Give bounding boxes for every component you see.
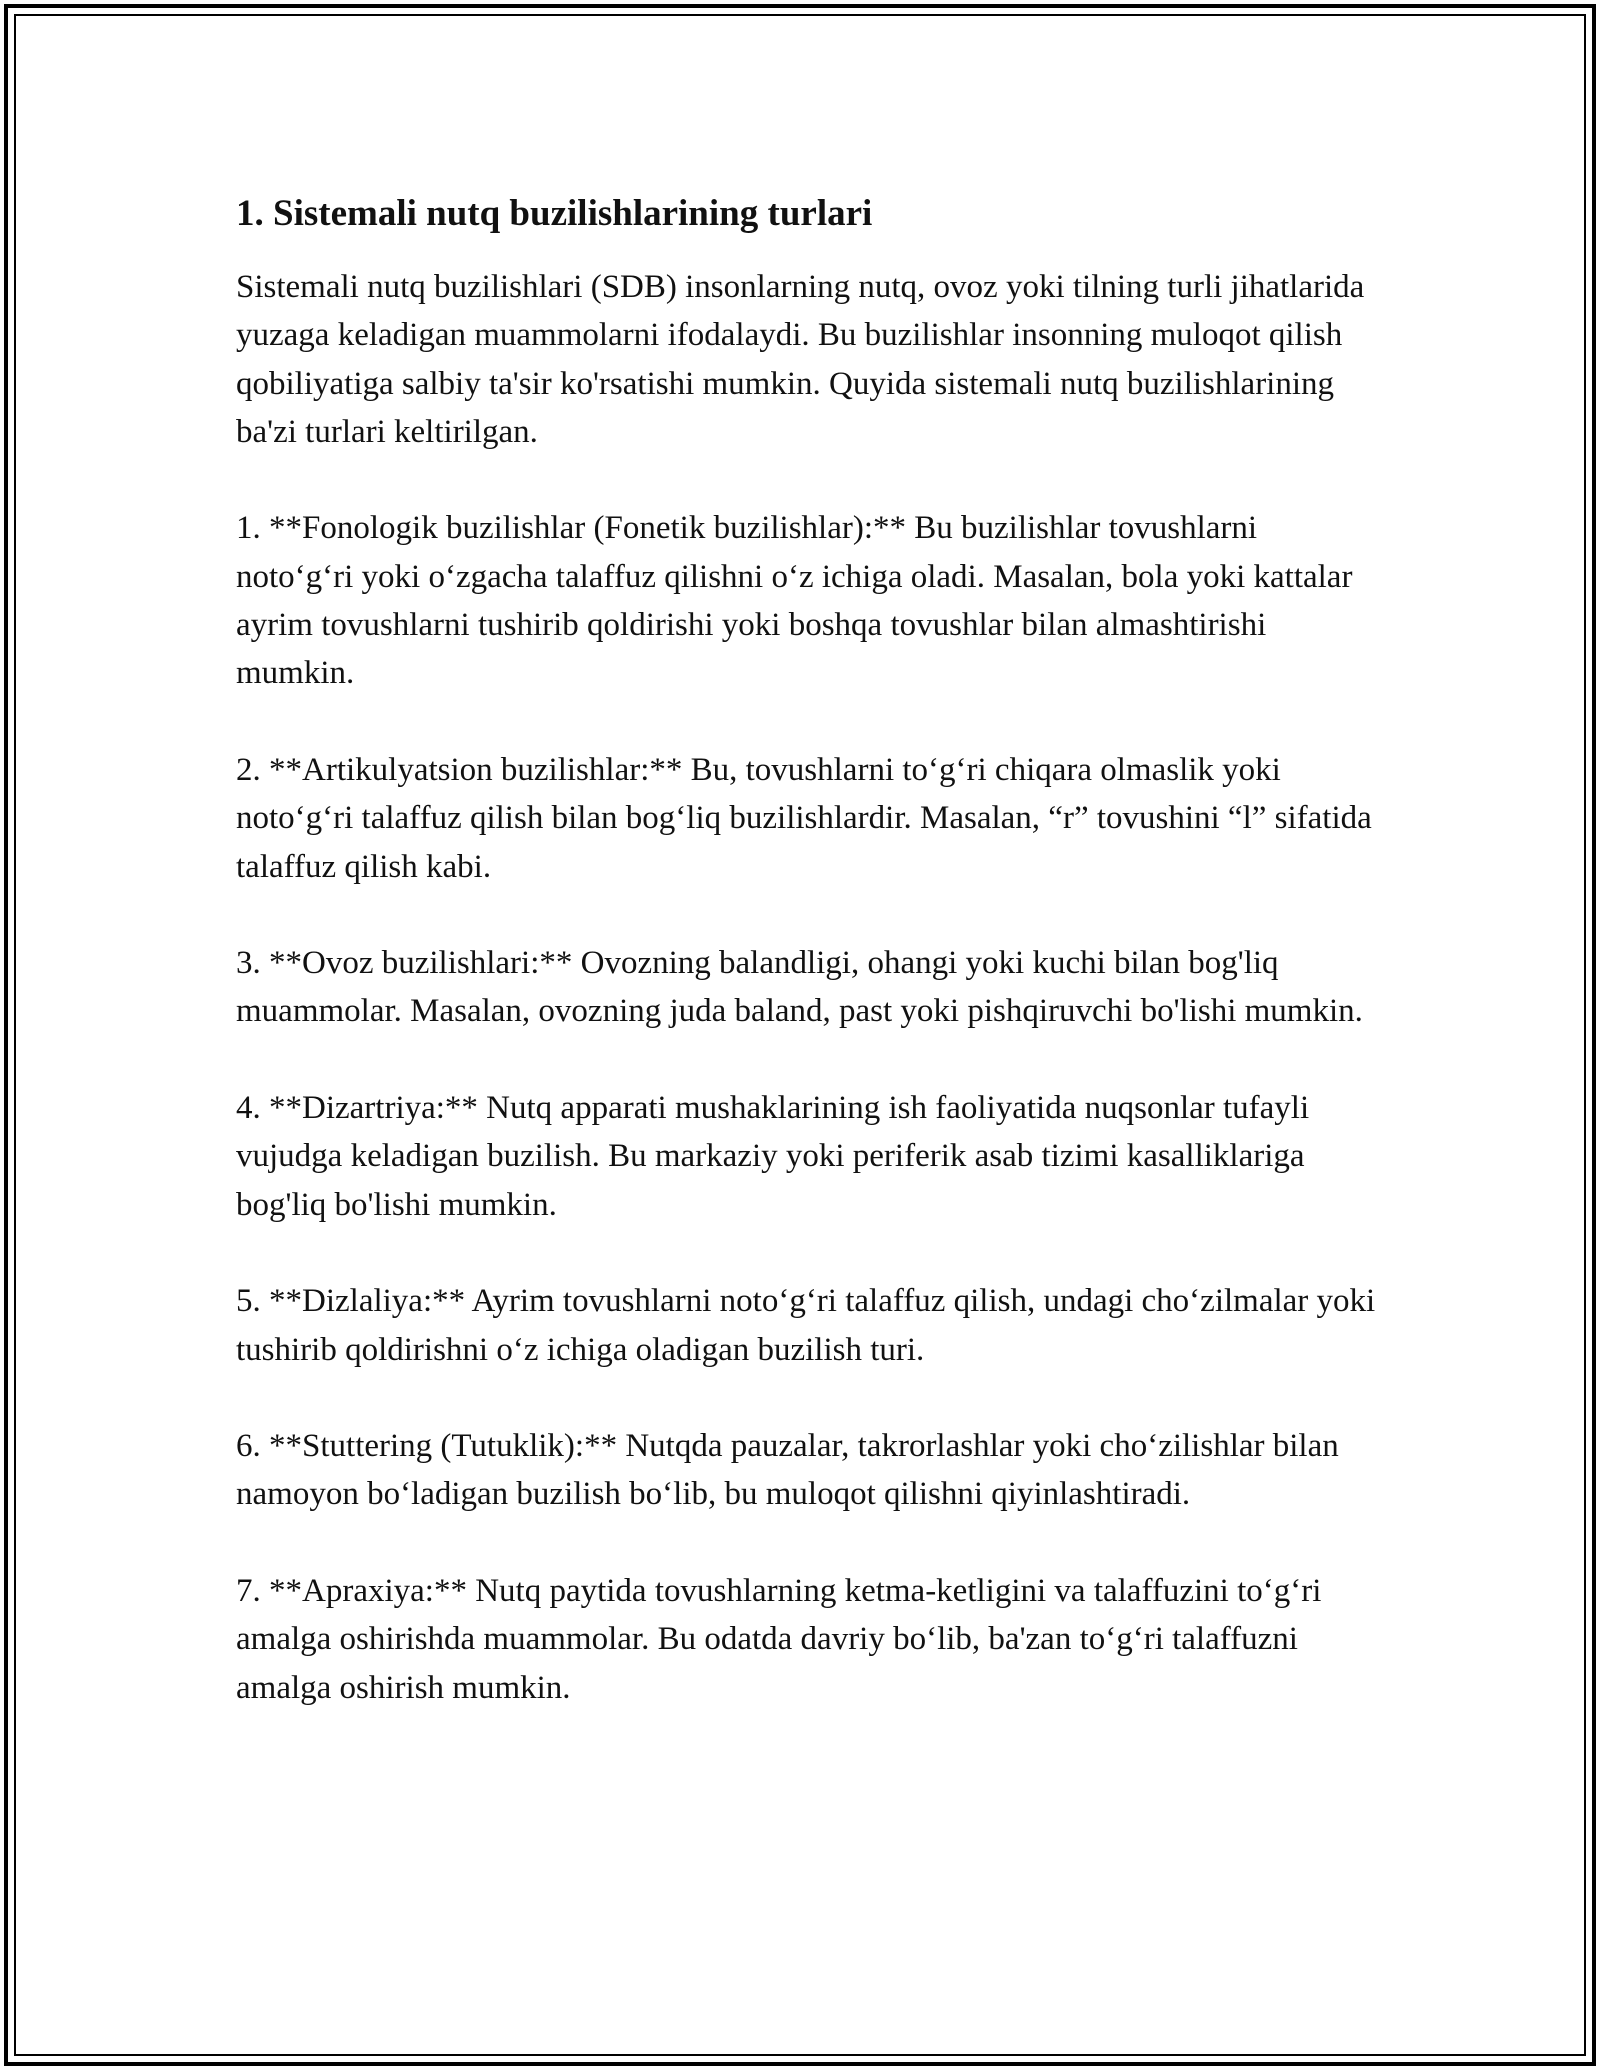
list-item-stuttering: 6. **Stuttering (Tutuklik):** Nutqda pauzalar, takrorlashlar yoki cho‘zilishlar bilan namoyon bo‘ladigan buzilish bo‘lib, bu muloqot qilishni qiyinlashtiradi. [236, 1428, 1339, 1513]
list-item-artikulyatsion: 2. **Artikulyatsion buzilishlar:** Bu, tovushlarni to‘g‘ri chiqara olmaslik yoki noto‘g‘ri talaffuz qilish bilan bog‘liq buzilishlardir. Masalan, “r” tovushini “l” sifatida talaffuz qilish kabi. [236, 751, 1372, 885]
document-body [236, 190, 1376, 1760]
intro-paragraph: Sistemali nutq buzilishlari (SDB) insonlarning nutq, ovoz yoki tilning turli jihatlarida yuzaga keladigan muammolarni ifodalaydi. Bu buzilishlar insonning muloqot qilish qobiliyatiga salbiy ta'sir ko'rsatishi mumkin. Quyida sistemali nutq buzilishlarining ba'zi turlari keltirilgan. [236, 269, 1365, 450]
document-title: 1. Sistemali nutq buzilishlarining turlari [236, 193, 873, 234]
list-item-dizartriya: 4. **Dizartriya:** Nutq apparati mushaklarining ish faoliyatida nuqsonlar tufayli vujudga keladigan buzilish. Bu markaziy yoki periferik asab tizimi kasalliklariga bog'liq bo'lishi mumkin. [236, 1090, 1310, 1223]
list-item-apraxiya: 7. **Apraxiya:** Nutq paytida tovushlarning ketma-ketligini va talaffuzini to‘g‘ri amalga oshirishda muammolar. Bu odatda davriy bo‘lib, ba'zan to‘g‘ri talaffuzni amalga oshirish mumkin. [236, 1573, 1322, 1706]
list-item-ovoz: 3. **Ovoz buzilishlari:** Ovozning balandligi, ohangi yoki kuchi bilan bog'liq muammolar. Masalan, ovozning juda baland, past yoki pishqiruvchi bo'lishi mumkin. [236, 945, 1363, 1030]
list-item-fonologik: 1. **Fonologik buzilishlar (Fonetik buzilishlar):** Bu buzilishlar tovushlarni noto‘g‘ri yoki o‘zgacha talaffuz qilishni o‘z ichiga oladi. Masalan, bola yoki kattalar ayrim tovushlarni tushirib qoldirishi yoki boshqa tovushlar bilan almashtirishi mumkin. [236, 510, 1353, 692]
list-item-dizlaliya: 5. **Dizlaliya:** Ayrim tovushlarni noto‘g‘ri talaffuz qilish, undagi cho‘zilmalar yoki tushirib qoldirishni o‘z ichiga oladigan buzilish turi. [236, 1283, 1376, 1368]
